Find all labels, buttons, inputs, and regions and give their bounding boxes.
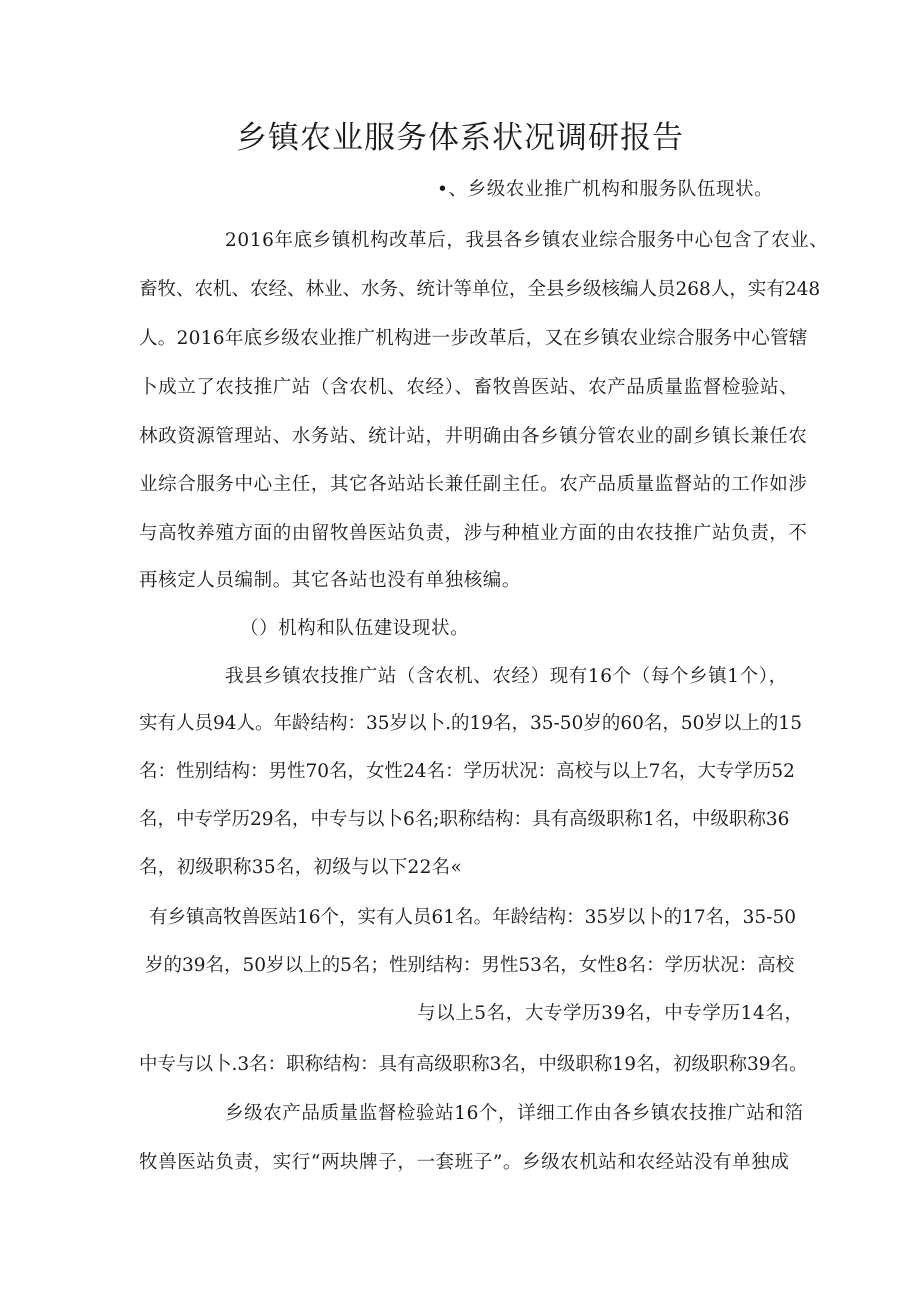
document-title: 乡镇农业服务体系状况调研报告 xyxy=(236,120,684,156)
paragraph4-line: 牧兽医站负责，实行“两块牌子，一套班子”。乡级农机站和农经站没有单独成 xyxy=(139,1152,790,1173)
paragraph1-line: 林政资源管理站、水务站、统计站，井明确由各乡镇分管农业的副乡镇长兼任农 xyxy=(139,426,808,447)
subheading: （）机构和队伍建设现状。 xyxy=(240,618,470,639)
paragraph3-line: 与以上5名，大专学历39名，中专学历14名， xyxy=(417,1003,804,1024)
paragraph1-line: 人。2016年底乡级农业推广机构进一步改革后，又在乡镇农业综合服务中心管辖 xyxy=(139,328,808,349)
paragraph1-line: 业综合服务中心主任，其它各站站长兼任副主任。农产品质量监督站的工作如涉 xyxy=(139,474,808,495)
paragraph3-line: 有乡镇高牧兽医站16个，实有人员61名。年龄结构：35岁以卜的17名，35-50 xyxy=(149,907,796,928)
paragraph3-line: 中专与以卜.3名：职称结构：具有高级职称3名，中级职称19名，初级职称39名。 xyxy=(139,1054,808,1075)
paragraph1-line: 与高牧养殖方面的由留牧兽医站负责，涉与种植业方面的由农技推广站负责，不 xyxy=(139,523,808,544)
paragraph2-line: 我县乡镇农技推广站（含农机、农经）现有16个（每个乡镇1个）， xyxy=(225,666,788,687)
paragraph2-line: 名，中专学历29名，中专与以卜6名;职称结构：具有高级职称1名，中级职称36 xyxy=(139,809,790,830)
paragraph1-line: 再核定人员编制。其它各站也没有单独核编。 xyxy=(139,570,522,591)
paragraph1-line: 2016年底乡镇机构改革后，我县各乡镇农业综合服务中心包含了农业、 xyxy=(225,230,829,251)
paragraph1-line: 卜成立了农技推广站（含农机、农经）、畜牧兽医站、农产品质量监督检验站、 xyxy=(139,377,799,398)
paragraph3-line: 岁的39名，50岁以上的5名；性别结构：男性53名，女性8名：学历状况：高校 xyxy=(145,955,795,976)
paragraph4-line: 乡级农产品质量监督检验站16个，详细工作由各乡镇农技推广站和箔 xyxy=(225,1103,804,1124)
paragraph1-line: 畜牧、农机、农经、林业、水务、统计等单位，全县乡级核编人员268人，实有248 xyxy=(139,279,821,300)
section-heading: •、乡级农业推广机构和服务队伍现状。 xyxy=(437,179,774,200)
paragraph2-line: 名：性别结构：男性70名，女性24名：学历状况：高校与以上7名，大专学历52 xyxy=(139,761,795,782)
paragraph2-line: 名，初级职称35名，初级与以下22名« xyxy=(139,857,463,878)
paragraph2-line: 实有人员94人。年龄结构：35岁以卜.的19名，35-50岁的60名，50岁以上的15 xyxy=(139,713,802,734)
